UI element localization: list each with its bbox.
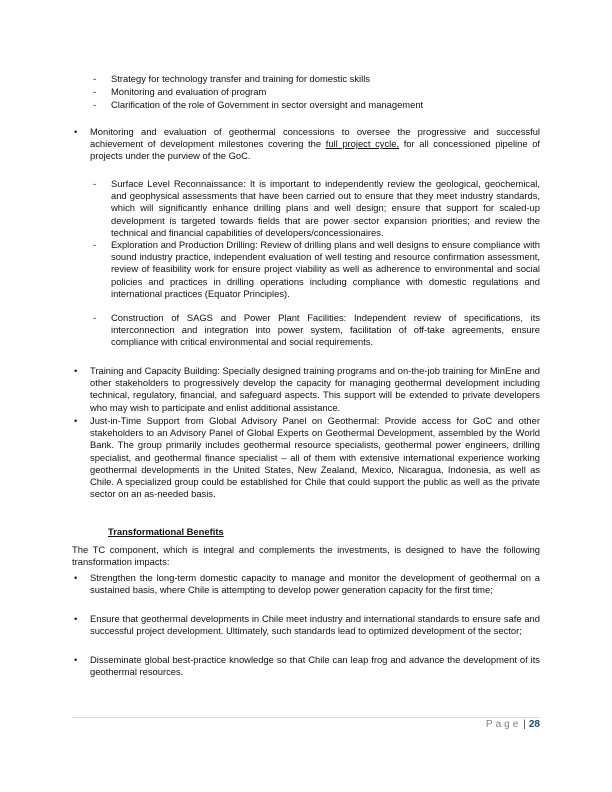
dash-marker: - <box>93 73 97 84</box>
bullet-marker: • <box>74 126 78 137</box>
list-item-surface-reconnaissance: Surface Level Reconnaissance: It is important to independently review the geological, geochemical, and geophysical assessments that have been carried out to ensure that they meet industry standards, which will significantly enhance drilling plans and well design; ensure that support for scaled-up development is targeted towards fields that are power sector expansion priorities; and review the technical and financial capabilities of developers/concessionaires. <box>111 178 540 238</box>
dash-marker: - <box>93 86 97 97</box>
page-footer <box>400 719 540 730</box>
section-heading: Transformational Benefits <box>108 526 224 537</box>
benefit-item: Strengthen the long-term domestic capacity to manage and monitor the development of geothermal on a sustained basis, where Chile is attempting to develop power generation capacity for the first time; <box>90 572 540 596</box>
bullet-marker: • <box>74 613 78 624</box>
dash-marker: - <box>93 178 97 189</box>
bullet-paragraph-advisory-panel: Just-in-Time Support from Global Advisory Panel on Geothermal: Provide access for GoC and other stakeholders to an Advisory Panel of Global Experts on Geothermal Development, assembled by the World Bank. The group primarily includes geothermal resource specialists, geothermal power engineers, drilling specialist, and geothermal finance specialist – all of them with extensive international experience working geothermal developments in the United States, New Zealand, Mexico, Nicaragua, Indonesia, as well as Chile. A specialized group could be established for Chile that could support the public as well as the private sector on an as-needed basis. <box>90 415 540 500</box>
benefit-item: Disseminate global best-practice knowledge so that Chile can leap frog and advance the development of its geothermal resources. <box>90 654 540 678</box>
benefit-item: Ensure that geothermal developments in Chile meet industry and international standards to ensure safe and successful project development. Ultimately, such standards lead to optimized development of the sector; <box>90 613 540 637</box>
intro-paragraph: The TC component, which is integral and complements the investments, is designed to have the following transformation impacts: <box>72 544 540 568</box>
list-item: Clarification of the role of Government in sector oversight and management <box>111 99 424 110</box>
list-item: Monitoring and evaluation of program <box>111 86 267 97</box>
dash-marker: - <box>93 99 97 110</box>
bullet-paragraph-monitoring <box>90 126 540 163</box>
footer-divider <box>72 717 540 718</box>
bullet-marker: • <box>74 572 78 583</box>
bullet-paragraph-training: Training and Capacity Building: Specially designed training programs and on-the-job training for MinEne and other stakeholders to progressively develop the capacity for managing geothermal development including technical, regulatory, financial, and safeguard aspects. This support will be extended to private developers who may wish to participate and enlist additional assistance. <box>90 365 540 413</box>
page-number: 28 <box>528 719 540 730</box>
list-item: Strategy for technology transfer and training for domestic skills <box>111 73 370 84</box>
bullet-marker: • <box>74 365 78 376</box>
page-label: Page <box>485 719 522 730</box>
full-project-cycle-link[interactable]: full project cycle, <box>325 138 400 150</box>
bullet-marker: • <box>74 654 78 665</box>
list-item-exploration-drilling: Exploration and Production Drilling: Review of drilling plans and well designs to ensure compliance with sound industry practice, independent evaluation of well testing and resource confirmation assessment, review of feasibility work for ensure project viability as well as adherence to environmental and social policies and practices in drilling operations including compliance with domestic regulations and international practices (Equator Principles). <box>111 239 540 299</box>
dash-marker: - <box>93 312 97 323</box>
list-item-construction-sags: Construction of SAGS and Power Plant Facilities: Independent review of specifications, its interconnection and integration into power system, facilitation of off-take agreements, ensure compliance with critical environmental and social requirements. <box>111 312 540 348</box>
footer-separator: | <box>523 719 526 730</box>
bullet-text: Monitoring and evaluation of geothermal concessions to oversee the progressive and successful achievement of development milestones covering the <box>90 126 540 150</box>
dash-marker: - <box>93 239 97 250</box>
bullet-marker: • <box>74 415 78 426</box>
bullet-text: for all concessioned pipeline of projects under the purview of the GoC. <box>90 138 541 162</box>
